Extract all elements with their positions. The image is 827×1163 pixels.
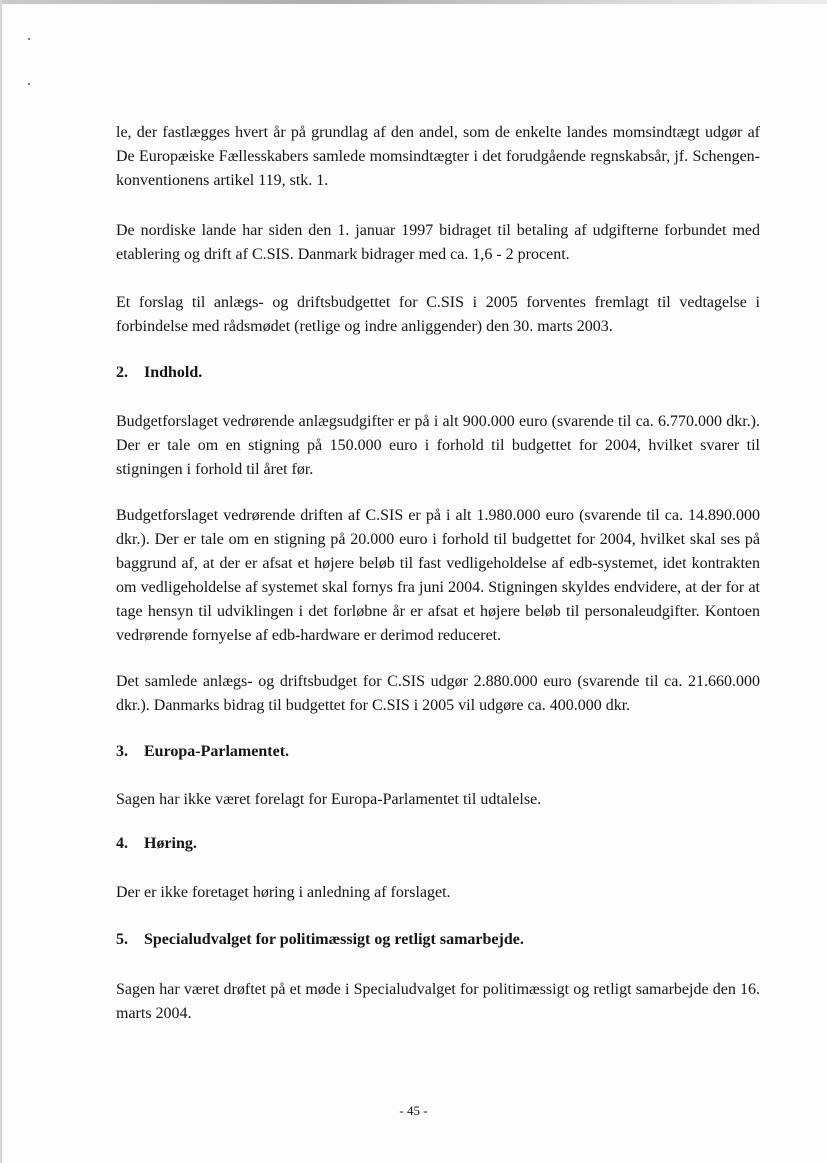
section-heading-4 [116,832,197,856]
paragraph-7 [116,788,760,812]
paragraph-text: Det samlede anlægs- og driftsbudget for C.SIS udgør 2.880.000 euro (svarende til ca. 21.660.000 dkr.). Danmarks bidrag til budgettet for C.SIS i 2005 vil udgøre ca. 400.000 dkr. [116,673,760,714]
section-number: 5. [116,931,128,948]
section-heading-5 [116,928,524,952]
paragraph-text: Der er ikke foretaget høring i anledning af forslaget. [116,884,451,901]
paragraph-6 [116,670,760,718]
paragraph-1 [116,121,760,193]
paragraph-text: Sagen har været drøftet på et møde i Specialudvalget for politimæssigt og retligt samarbejde den 16. marts 2004. [116,981,760,1022]
paragraph-3 [116,291,760,339]
paragraph-4 [116,410,760,482]
paragraph-text: Budgetforslaget vedrørende driften af C.SIS er på i alt 1.980.000 euro (svarende til ca. 14.890.000 dkr.). Der er tale om en stigning på 20.000 euro i forhold til budgettet for 2004, hvilket skal ses på baggrund af, at der er afsat et højere beløb til fast vedligeholdelse af edb-systemet, idet kontrakten om vedligeholdelse af systemet skal fornys fra juni 2004. Stigningen skyldes endvidere, at der for at tage hensyn til udviklingen i det forløbne år er afsat et højere beløb til personaleudgifter. Kontoen vedrørende fornyelse af edb-hardware er derimod reduceret. [116,507,760,644]
section-heading-3 [116,740,289,764]
scan-edge-top [0,0,827,4]
section-heading-2 [116,361,202,385]
paragraph-8 [116,881,760,905]
paragraph-5 [116,504,760,648]
page-number: - 45 - [399,1103,428,1118]
section-number: 3. [116,743,128,760]
paragraph-text: Sagen har ikke været forelagt for Europa-Parlamentet til udtalelse. [116,791,542,808]
paragraph-text: Budgetforslaget vedrørende anlægsudgifter er på i alt 900.000 euro (svarende til ca. 6.770.000 dkr.). Der er tale om en stigning på 150.000 euro i forhold til budgettet for 2004, hvilket svarer til stigningen i forhold til året før. [116,413,760,478]
section-number: 2. [116,364,128,381]
scan-edge-left [0,0,2,1163]
section-title: Høring. [144,835,197,852]
section-title: Specialudvalget for politimæssigt og retligt samarbejde. [144,931,524,948]
scan-speck [28,38,30,40]
section-number: 4. [116,835,128,852]
section-title: Europa-Parlamentet. [144,743,290,760]
section-title: Indhold. [144,364,203,381]
paragraph-text: Et forslag til anlægs- og driftsbudgettet for C.SIS i 2005 forventes fremlagt til vedtagelse i forbindelse med rådsmødet (retlige og indre anliggender) den 30. marts 2003. [116,294,760,335]
scan-speck [28,83,30,85]
paragraph-text: le, der fastlægges hvert år på grundlag af den andel, som de enkelte landes momsindtægt udgør af De Europæiske Fællesskabers samlede momsindtægter i det forudgående regnskabsår, jf. Schengen-konventionens artikel 119, stk. 1. [116,124,760,189]
paragraph-text: De nordiske lande har siden den 1. januar 1997 bidraget til betaling af udgifterne forbundet med etablering og drift af C.SIS. Danmark bidrager med ca. 1,6 - 2 procent. [116,222,760,263]
paragraph-9 [116,978,760,1026]
paragraph-2 [116,219,760,267]
